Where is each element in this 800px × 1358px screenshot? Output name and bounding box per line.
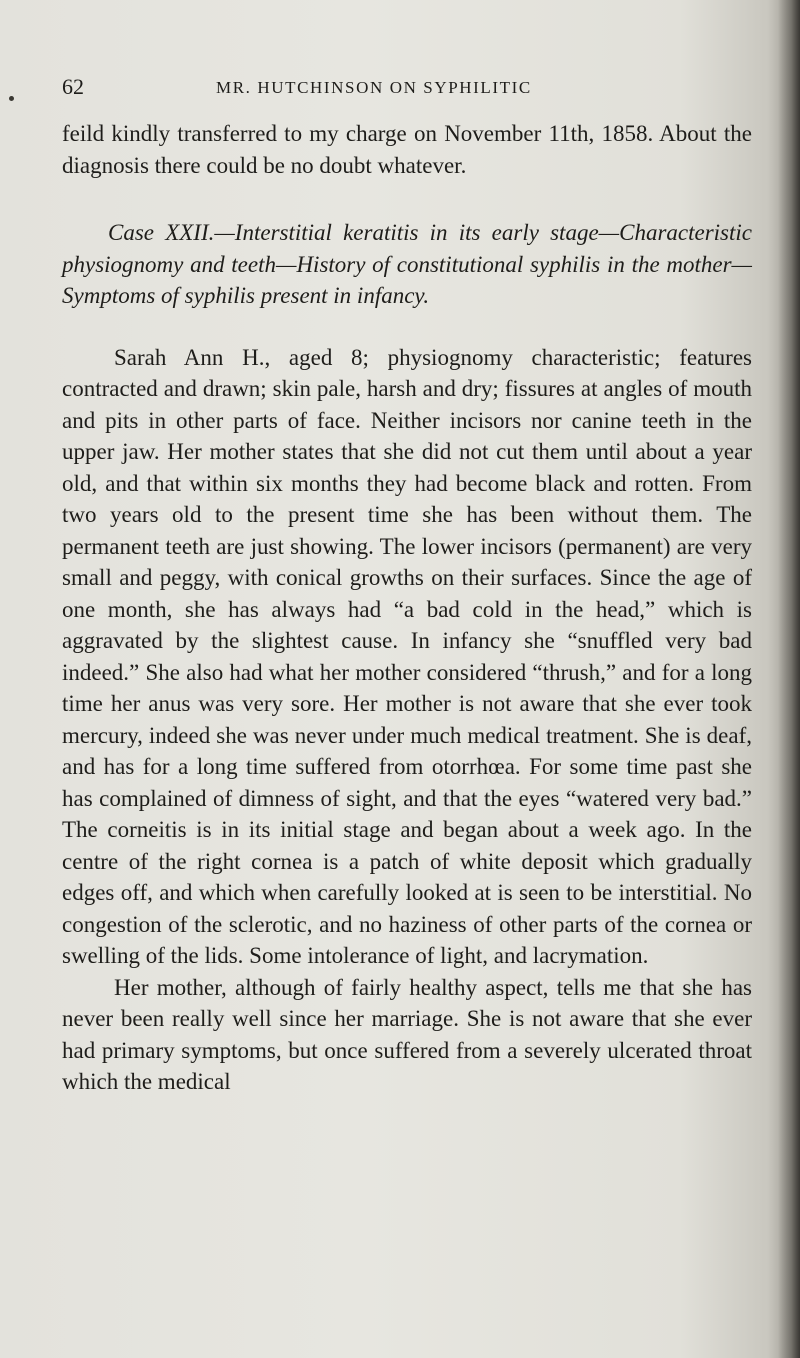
running-title: MR. HUTCHINSON ON SYPHILITIC — [216, 78, 532, 97]
binding-shadow — [778, 0, 800, 1358]
ink-speck — [9, 96, 14, 101]
continuation-paragraph: feild kindly transferred to my charge on November 11th, 1858. About the diagnosis there could be no doubt whatever. — [62, 121, 752, 178]
body-text — [62, 118, 752, 1098]
case-heading: Case XXII.—Interstitial keratitis in its early stage—Characteristic physiognomy and teeth—History of constitutional syphilis in the mother—Symptoms of syphilis present in infancy. — [62, 220, 752, 308]
page-number: 62 — [62, 74, 84, 99]
running-head — [62, 74, 752, 104]
mother-history-paragraph: Her mother, although of fairly healthy aspect, tells me that she has never been really well since her marriage. She is not aware that she ever had primary symptoms, but once suffered from a severely ulcerated throat which the medical — [62, 974, 752, 1094]
case-body-paragraph: Sarah Ann H., aged 8; physiognomy characteristic; features contracted and drawn; skin pale, harsh and dry; fissures at angles of mouth and pits in other parts of face. Neither incisors nor canine teeth in the upper jaw. Her mother states that she did not cut them until about a year old, and that within six months they had become black and rotten. From two years old to the present time she has been without them. The permanent teeth are just showing. The lower incisors (permanent) are very small and peggy, with conical growths on their surfaces. Since the age of one month, she has always had “a bad cold in the head,” which is aggravated by the slightest cause. In infancy she “snuffled very bad indeed.” She also had what her mother considered “thrush,” and for a long time her anus was very sore. Her mother is not aware that she ever took mercury, indeed she was never under much medical treatment. She is deaf, and has for a long time suffered from otorrhœa. For some time past she has complained of dimness of sight, and that the eyes “watered very bad.” The corneitis is in its initial stage and began about a week ago. In the centre of the right cornea is a patch of white deposit which gradually edges off, and which when carefully looked at is seen to be interstitial. No congestion of the sclerotic, and no haziness of other parts of the cornea or swelling of the lids. Some intolerance of light, and lacrymation. — [62, 344, 752, 968]
